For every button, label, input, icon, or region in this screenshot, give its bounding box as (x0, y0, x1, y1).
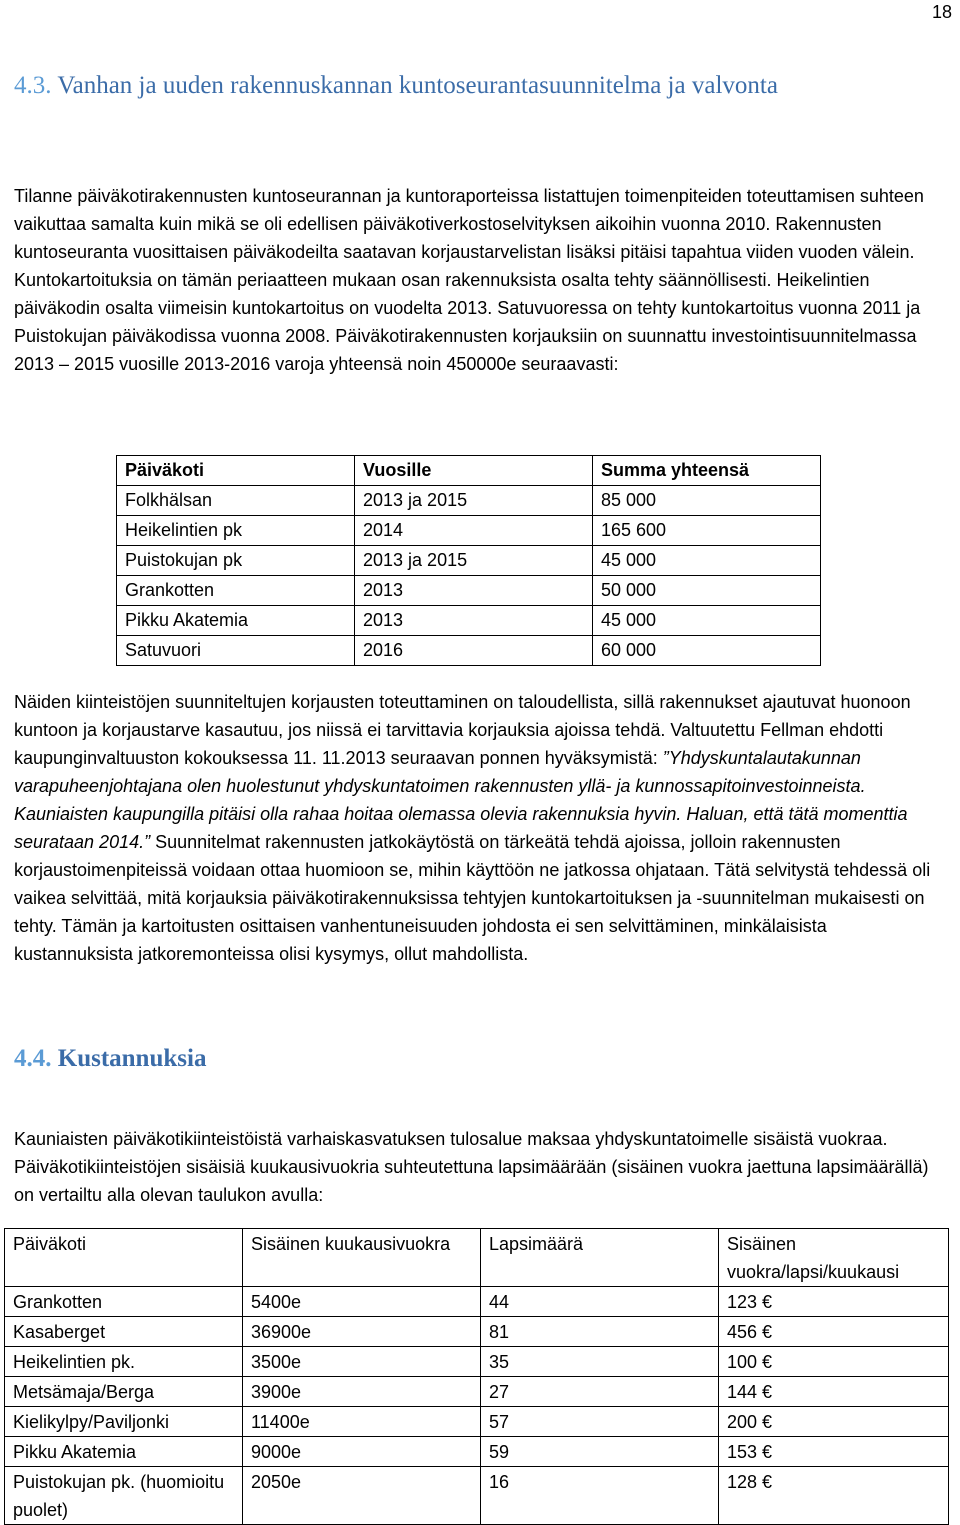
table-cell: 128 € (719, 1467, 949, 1525)
table-cell: Folkhälsan (117, 486, 355, 516)
header-cell: Sisäinen vuokra/lapsi/kuukausi (719, 1229, 949, 1287)
section-title: Kustannuksia (57, 1045, 207, 1072)
section-number: 4.4. (14, 1045, 52, 1072)
quoted-motion: ”Yhdyskuntalautakunnan varapuheenjohtajana olen huolestunut yhdyskuntatoimen rakennusten yllä- ja kunnossapitoinvestoinneista. Kauniaisten kaupungilla pitäisi olla rahaa hoitaa olemassa olevia rakennuksia hyvin. Haluan, että tätä momenttia seurataan 2014.” (14, 748, 908, 852)
paragraph-text: Näiden kiinteistöjen suunniteltujen korjausten toteuttaminen on taloudellista, sillä rakennukset ajautuvat huonoon kuntoon ja korjaustarve kasautuu, jos niissä ei tarvittavia korjauksia ajoissa tehdä. Valtuutettu Fellman ehdotti kaupunginvaltuuston kokouksessa 11. 11.2013 seuraavan ponnen hyväksymistä: (14, 692, 911, 768)
table-cell: 81 (481, 1317, 719, 1347)
header-cell: Lapsimäärä (481, 1229, 719, 1287)
table-cell: 2013 (355, 576, 593, 606)
table-cell: 100 € (719, 1347, 949, 1377)
table-row (117, 606, 821, 636)
table-cell: 5400e (243, 1287, 481, 1317)
table-row (117, 636, 821, 666)
table-cell: Heikelintien pk. (5, 1347, 243, 1377)
table-cell: 35 (481, 1347, 719, 1377)
table-cell: 59 (481, 1437, 719, 1467)
table-cell: Pikku Akatemia (117, 606, 355, 636)
table-cell: 36900e (243, 1317, 481, 1347)
renovation-budget-table (116, 455, 821, 666)
table-row (117, 516, 821, 546)
table-cell: 45 000 (593, 606, 821, 636)
table-cell: 16 (481, 1467, 719, 1525)
paragraph-text: Suunnitelmat rakennusten jatkokäytöstä on tärkeätä tehdä ajoissa, jolloin rakennusten korjaustoimenpiteissä voidaan ottaa huomioon se, mihin käyttöön ne jatkossa ohjataan. Tätä selvitystä tehdessä oli vaikea selvittää, mitä korjauksia päiväkotirakennuksissa tehtyjen kuntokartoituksen ja -suunnitelman mukaisesti on tehty. Tämän ja kartoitusten osittaisen vanhentuneisuuden johdosta ei sen selvittäminen, minkälaisista kustannuksista jatkoremonteissa olisi kysymys, ollut mahdollista. (14, 832, 931, 964)
table-cell: Grankotten (5, 1287, 243, 1317)
table-cell: 2016 (355, 636, 593, 666)
table-cell: Grankotten (117, 576, 355, 606)
table-row (5, 1317, 949, 1347)
table-cell: 123 € (719, 1287, 949, 1317)
table-cell: 45 000 (593, 546, 821, 576)
table-cell: Pikku Akatemia (5, 1437, 243, 1467)
table-cell: Satuvuori (117, 636, 355, 666)
table-cell: 200 € (719, 1407, 949, 1437)
internal-rent-table (4, 1228, 949, 1525)
table-cell: 456 € (719, 1317, 949, 1347)
table-cell: Kasaberget (5, 1317, 243, 1347)
table-cell: 60 000 (593, 636, 821, 666)
table-row (5, 1377, 949, 1407)
section-heading-4-4 (14, 1043, 206, 1074)
table-cell: 2013 ja 2015 (355, 486, 593, 516)
table-cell: Puistokujan pk (117, 546, 355, 576)
table-cell: Metsämaja/Berga (5, 1377, 243, 1407)
paragraph-internal-rent: Kauniaisten päiväkotikiinteistöistä varhaiskasvatuksen tulosalue maksaa yhdyskuntatoimelle sisäistä vuokraa. Päiväkotikiinteistöjen sisäisiä kuukausivuokria suhteutettuna lapsimäärään (sisäinen vuokra jaettuna lapsimäärällä) on vertailtu alla olevan taulukon avulla: (14, 1129, 929, 1205)
table-cell: 2014 (355, 516, 593, 546)
table-cell: 2013 ja 2015 (355, 546, 593, 576)
header-cell: Summa yhteensä (593, 456, 821, 486)
table-cell: 44 (481, 1287, 719, 1317)
header-cell: Päiväkoti (117, 456, 355, 486)
table-cell: 9000e (243, 1437, 481, 1467)
paragraph-renovation-economics (14, 688, 950, 968)
table-row (117, 546, 821, 576)
table-cell: 85 000 (593, 486, 821, 516)
table-cell: Puistokujan pk. (huomioitu puolet) (5, 1467, 243, 1525)
header-cell: Sisäinen kuukausivuokra (243, 1229, 481, 1287)
header-cell: Päiväkoti (5, 1229, 243, 1287)
table-cell: 50 000 (593, 576, 821, 606)
table-cell: 3500e (243, 1347, 481, 1377)
table-cell: 165 600 (593, 516, 821, 546)
table-cell: Kielikylpy/Paviljonki (5, 1407, 243, 1437)
paragraph-condition-monitoring: Tilanne päiväkotirakennusten kuntoseurannan ja kuntoraporteissa listattujen toimenpiteiden toteuttamisen suhteen vaikuttaa samalta kuin mikä se oli edellisen päiväkotiverkostoselvityksen aikoihin vuonna 2010. Rakennusten kuntoseuranta vuosittaisen päiväkodeilta saatavan korjaustarvelistan lisäksi pitäisi tapahtua viiden vuoden välein. Kuntokartoituksia on tämän periaatteen mukaan osan rakennuksista osalta tehty säännöllisesti. Heikelintien päiväkodin osalta viimeisin kuntokartoitus on vuodelta 2013. Satuvuoressa on tehty kuntokartoitus vuonna 2011 ja Puistokujan päiväkodissa vuonna 2008. Päiväkotirakennusten korjauksiin on suunnattu investointisuunnitelmassa 2013 – 2015 vuosille 2013-2016 varoja yhteensä noin 450000e seuraavasti: (14, 186, 924, 374)
table-row (5, 1467, 949, 1525)
table-row (5, 1287, 949, 1317)
page-number: 18 (931, 2, 952, 22)
table-row (5, 1407, 949, 1437)
table-cell: 153 € (719, 1437, 949, 1467)
table-cell: 11400e (243, 1407, 481, 1437)
table-header-row (117, 456, 821, 486)
table-header-row (5, 1229, 949, 1287)
header-cell: Vuosille (355, 456, 593, 486)
table-cell: Heikelintien pk (117, 516, 355, 546)
section-heading-4-3 (14, 70, 914, 101)
table-cell: 2013 (355, 606, 593, 636)
section-title: Vanhan ja uuden rakennuskannan kuntoseurantasuunnitelma ja valvonta (57, 72, 778, 99)
table-row (5, 1437, 949, 1467)
table-row (5, 1347, 949, 1377)
table-row (117, 576, 821, 606)
table-cell: 2050e (243, 1467, 481, 1525)
table-cell: 57 (481, 1407, 719, 1437)
table-row (117, 486, 821, 516)
table-cell: 27 (481, 1377, 719, 1407)
section-number: 4.3. (14, 72, 52, 99)
table-cell: 3900e (243, 1377, 481, 1407)
table-cell: 144 € (719, 1377, 949, 1407)
